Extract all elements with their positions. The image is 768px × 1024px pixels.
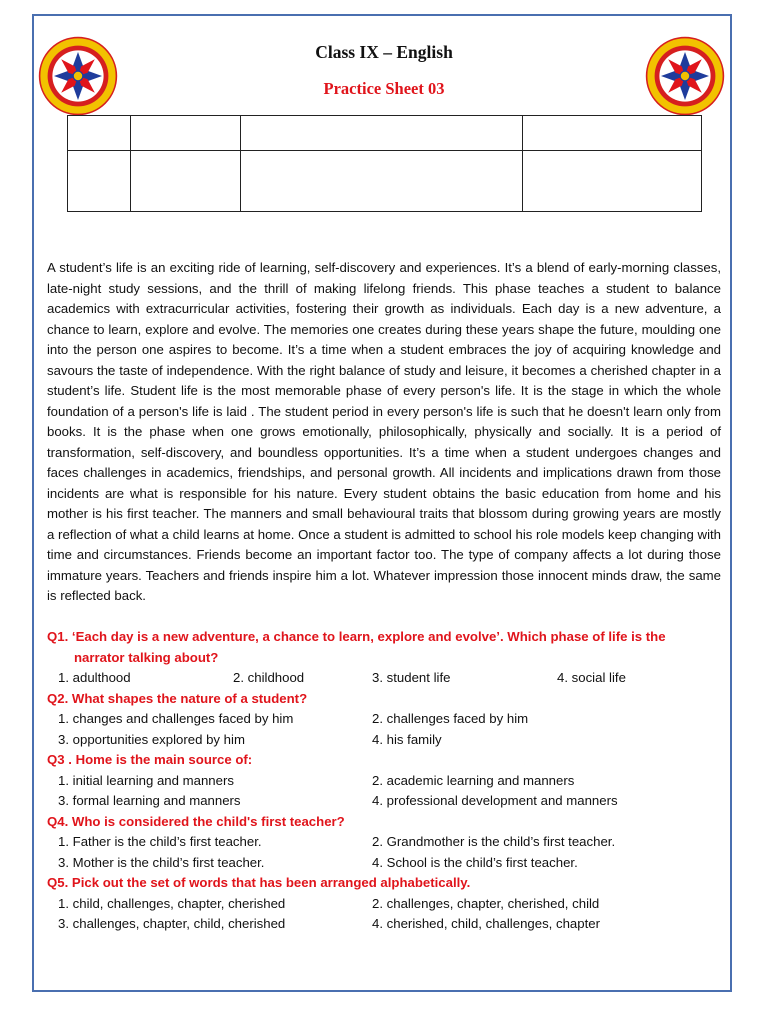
info-cell[interactable] <box>68 116 131 151</box>
q5-option-2[interactable]: 2. challenges, chapter, cherished, child <box>372 895 600 911</box>
info-cell[interactable] <box>131 116 241 151</box>
q2-option-1[interactable]: 1. changes and challenges faced by him <box>58 711 294 726</box>
q1-option-2[interactable]: 2. childhood <box>233 670 305 685</box>
q3-option-1[interactable]: 1. initial learning and manners <box>58 772 234 788</box>
question-1: Q1. ‘Each day is a new adventure, a chance to learn, explore and evolve’. Which phase of life is the <box>47 629 666 644</box>
q5-option-3[interactable]: 3. challenges, chapter, child, cherished <box>58 916 286 931</box>
q4-option-2[interactable]: 2. Grandmother is the child’s first teacher. <box>372 834 616 849</box>
q3-option-3[interactable]: 3. formal learning and manners <box>58 793 241 808</box>
q3-option-4[interactable]: 4. professional development and manners <box>372 793 618 808</box>
info-cell[interactable] <box>523 116 702 151</box>
info-cell[interactable] <box>68 151 131 212</box>
info-cell[interactable] <box>131 151 241 212</box>
q2-option-4[interactable]: 4. his family <box>372 731 442 747</box>
q1-option-4[interactable]: 4. social life <box>557 670 626 685</box>
question-2: Q2. What shapes the nature of a student? <box>47 690 308 706</box>
info-cell[interactable] <box>523 151 702 212</box>
q5-option-1[interactable]: 1. child, challenges, chapter, cherished <box>58 895 286 911</box>
q1-option-3[interactable]: 3. student life <box>372 670 451 685</box>
q2-option-2[interactable]: 2. challenges faced by him <box>372 711 529 726</box>
page-subtitle: Practice Sheet 03 <box>323 79 445 98</box>
question-3: Q3 . Home is the main source of: <box>47 752 253 767</box>
q1-option-1[interactable]: 1. adulthood <box>58 670 131 685</box>
page-title: Class IX – English <box>315 42 453 62</box>
student-info-table <box>67 115 702 212</box>
question-1-continued: narrator talking about? <box>74 649 219 665</box>
q4-option-4[interactable]: 4. School is the child’s first teacher. <box>372 854 578 870</box>
info-cell[interactable] <box>241 116 523 151</box>
q4-option-3[interactable]: 3. Mother is the child’s first teacher. <box>58 854 265 870</box>
q4-option-1[interactable]: 1. Father is the child’s first teacher. <box>58 834 262 849</box>
question-4: Q4. Who is considered the child's first teacher? <box>47 813 345 829</box>
q5-option-4[interactable]: 4. cherished, child, challenges, chapter <box>372 916 600 931</box>
question-5: Q5. Pick out the set of words that has been arranged alphabetically. <box>47 875 471 890</box>
q3-option-2[interactable]: 2. academic learning and manners <box>372 772 575 788</box>
info-cell[interactable] <box>241 151 523 212</box>
reading-passage: A student’s life is an exciting ride of learning, self-discovery and experiences. It’s a blend of early-morning classes, late-night study sessions, and the thrill of making lifelong friends. This phase teaches a student to balance academics with extracurricular activities, fostering their growth as individuals. Each day is a new adventure, a chance to learn, explore and evolve. The memories one creates during these years shape the future, moulding one into the person one aspires to become. It’s a time when a student embraces the joy of acquiring knowledge and savours the taste of independence. With the right balance of study and leisure, it becomes a cherished chapter in a student’s life. Student life is the most memorable phase of every person's life. It is the stage in which the whole foundation of a person's life is laid . The student period in every person's life is such that he doesn't learn only from books. It is the phase when one grows emotionally, philosophically, physically and socially. It is a period of transformation, self-discovery, and boundless opportunities. It’s a time when a student undergoes changes and faces challenges in academics, friendships, and personal growth. All incidents and implications drawn from those incidents are what is responsible for his nature. Every student obtains the basic education from home and his mother is his first teacher. The manners and small behavioural traits that blossom during growing years are mostly a reflection of what a child learns at home. Once a student is admitted to school his role models keep changing with time and circumstances. Friends become an important factor too. The type of company affects a lot during those immature years. Teachers and friends inspire him a lot. Whatever impression those innocent minds draw, the same is reflected back. <box>47 260 721 603</box>
q2-option-3[interactable]: 3. opportunities explored by him <box>58 731 245 747</box>
